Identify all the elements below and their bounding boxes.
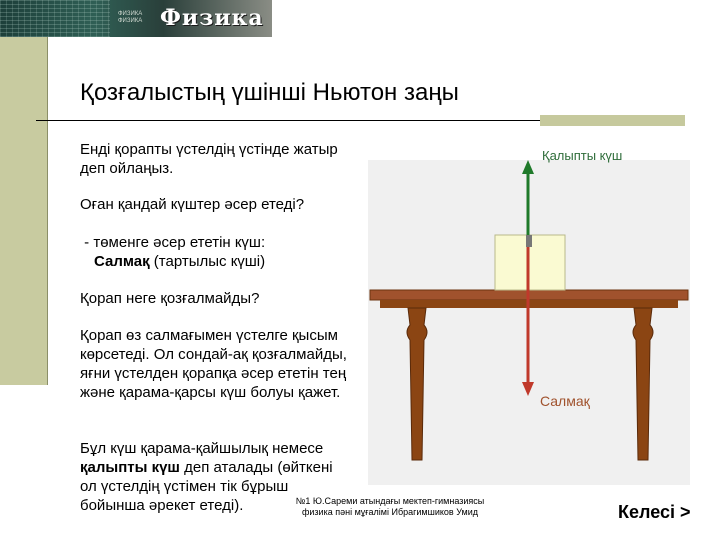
weight-term: Салмақ: [94, 253, 150, 270]
footer-line-2: физика пәні мұғалімі Ибрагимшиков Умид: [302, 507, 478, 517]
sidebar-border: [47, 0, 48, 385]
paragraph-normal-force-1: Бұл күш қарама-қайшылық немесе: [80, 440, 324, 457]
footer-line-1: №1 Ю.Сареми атындағы мектеп-гимназиясы: [295, 496, 485, 506]
normal-force-tail: деп аталады (өйткені: [179, 459, 333, 476]
normal-force-term: қалыпты күш: [80, 459, 180, 476]
banner-small-text: ФИЗИКА ФИЗИКА: [118, 11, 143, 24]
table-leg-right: [633, 308, 653, 460]
paragraph-question-forces: Оған қандай күштер әсер етеді?: [80, 196, 305, 213]
paragraph-explanation: Қорап өз салмағымен үстелге қысым көрсетеді. Ол сондай-ақ қозғалмайды, яғни үстелден қорапқа әсер ететін тең және қарама-қарсы күш болуы қажет.: [80, 327, 347, 401]
weight-arrowhead: [522, 382, 534, 396]
paragraph-normal-force-2: [80, 458, 333, 477]
next-button[interactable]: Келесі >: [618, 502, 691, 522]
author-footer: [270, 496, 510, 518]
header-banner: [0, 0, 272, 37]
paragraph-weight-line: [94, 252, 265, 271]
title-underline: [36, 120, 576, 121]
table-leg-left: [407, 308, 427, 460]
paragraph-why-not-moving: Қорап неге қозғалмайды?: [80, 290, 260, 307]
paragraph-normal-force-4: бойынша әрекет етеді).: [80, 497, 244, 514]
diagram-panel: [368, 160, 690, 485]
arrow-origin-marker: [526, 235, 532, 247]
normal-force-arrowhead: [522, 160, 534, 174]
paragraph-intro: Енді қорапты үстелдің үстінде жатыр деп ойлаңыз.: [80, 141, 338, 177]
title-accent-bar: [540, 115, 685, 126]
left-sidebar: [0, 0, 47, 385]
table-diagram: [368, 160, 690, 485]
gravity-note: (тартылыс күші): [149, 253, 266, 270]
weight-label: Салмақ: [540, 393, 590, 409]
banner-title: Физика: [160, 5, 264, 31]
paragraph-normal-force-3: ол үстелдің үстімен тік бұрыш: [80, 478, 289, 495]
banner-texture: [0, 0, 110, 37]
normal-force-label: Қалыпты күш: [542, 148, 623, 163]
slide-title: Қозғалыстың үшінші Ньютон заңы: [80, 79, 459, 106]
paragraph-downward-force: - төменге әсер ететін күш:: [80, 234, 266, 251]
